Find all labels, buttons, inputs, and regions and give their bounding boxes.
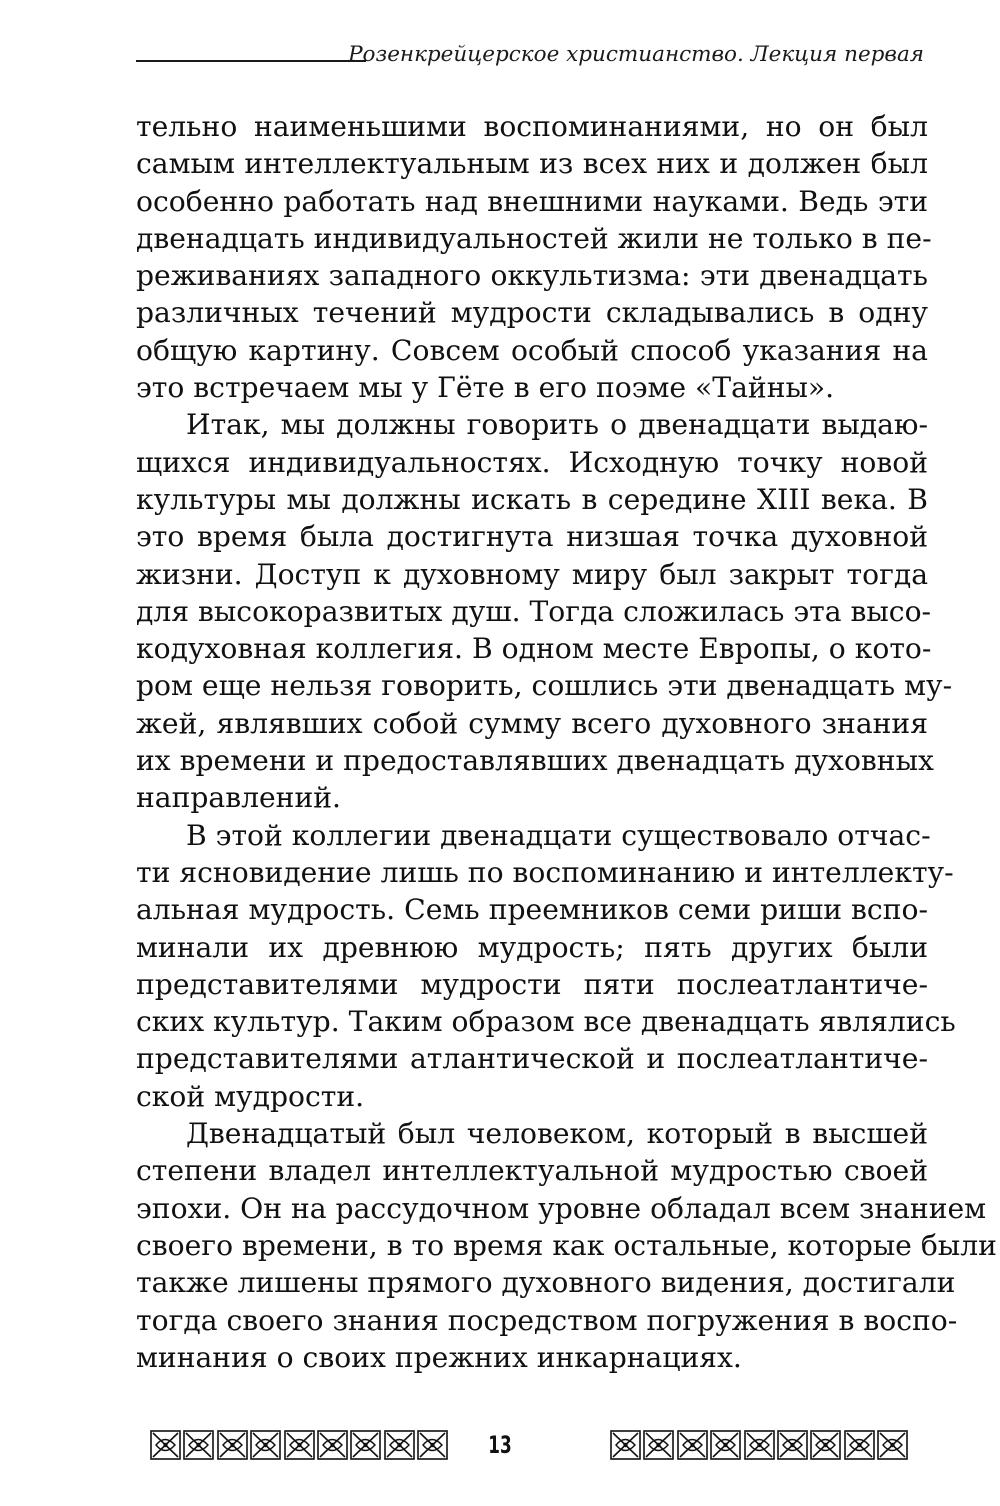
text-line: ских культур. Таким образом все двенадцать являлись <box>136 1005 956 1039</box>
celtic-knot-ornament-icon <box>417 1430 448 1460</box>
running-title: Розенкрейцерское христианство. Лекция первая <box>348 42 924 67</box>
text-line: их времени и предоставлявших двенадцать духовных <box>136 744 934 778</box>
text-line: также лишены прямого духовного видения, достигали <box>136 1266 956 1300</box>
text-line: это встречаем мы у Гёте в его поэме «Тайны». <box>136 371 835 405</box>
header-rule <box>136 60 366 62</box>
text-line: различных течений мудрости складывались в одну <box>136 296 928 330</box>
celtic-knot-ornament-icon <box>810 1430 841 1460</box>
text-line: кодуховная коллегия. В одном месте Европы, о кото- <box>136 632 932 666</box>
text-line: степени владел интеллектуальной мудростью своей <box>136 1154 928 1188</box>
celtic-knot-ornament-icon <box>183 1430 214 1460</box>
text-line: особенно работать над внешними науками. Ведь эти <box>136 184 928 218</box>
celtic-knot-ornament-icon <box>710 1430 741 1460</box>
celtic-knot-ornament-icon <box>250 1430 281 1460</box>
text-line: жей, являвших собой сумму всего духовного знания <box>136 706 928 740</box>
celtic-knot-ornament-icon <box>877 1430 908 1460</box>
text-line: реживаниях западного оккультизма: эти двенадцать <box>136 259 928 293</box>
celtic-knot-ornament-icon <box>284 1430 315 1460</box>
celtic-knot-ornament-icon <box>350 1430 381 1460</box>
celtic-knot-ornament-icon <box>317 1430 348 1460</box>
celtic-knot-ornament-icon <box>643 1430 674 1460</box>
page-number: 13 <box>488 1431 512 1459</box>
text-line: Итак, мы должны говорить о двенадцати выдаю- <box>186 408 928 442</box>
text-line: альная мудрость. Семь преемников семи риши вспо- <box>136 893 928 927</box>
text-line: ской мудрости. <box>136 1079 365 1113</box>
text-line: ти ясновидение лишь по воспоминанию и интеллекту- <box>136 855 954 889</box>
text-line: жизни. Доступ к духовному миру был закрыт тогда <box>136 557 928 591</box>
body-text <box>136 108 997 1376</box>
text-line: самым интеллектуальным из всех них и должен был <box>136 147 928 181</box>
text-line: для высокоразвитых душ. Тогда сложилась эта высо- <box>136 594 932 628</box>
text-line: минали их древнюю мудрость; пять других были <box>136 930 928 964</box>
celtic-knot-ornament-icon <box>610 1430 641 1460</box>
celtic-knot-ornament-icon <box>150 1430 181 1460</box>
text-line: Двенадцатый был человеком, который в высшей <box>186 1117 928 1151</box>
text-line: общую картину. Совсем особый способ указания на <box>136 333 928 367</box>
footer-ornament-left <box>150 1430 448 1460</box>
text-line: ром еще нельзя говорить, сошлись эти двенадцать му- <box>136 669 953 703</box>
text-line: представителями атлантической и послеатлантиче- <box>136 1042 928 1076</box>
text-line: минания о своих прежних инкарнациях. <box>136 1340 742 1374</box>
celtic-knot-ornament-icon <box>384 1430 415 1460</box>
text-line: двенадцать индивидуальностей жили не только в пе- <box>136 221 932 255</box>
footer-ornament-right <box>610 1430 908 1460</box>
celtic-knot-ornament-icon <box>677 1430 708 1460</box>
text-line: это время была достигнута низшая точка духовной <box>136 520 928 554</box>
text-line: щихся индивидуальностях. Исходную точку новой <box>136 445 928 479</box>
text-line: направлений. <box>136 781 342 815</box>
text-line: тогда своего знания посредством погружения в воспо- <box>136 1303 958 1337</box>
text-line: культуры мы должны искать в середине XIII века. В <box>136 482 928 516</box>
text-line: своего времени, в то время как остальные, которые были <box>136 1228 997 1262</box>
text-line: В этой коллегии двенадцати существовало отчас- <box>186 818 931 852</box>
text-line: тельно наименьшими воспоминаниями, но он был <box>136 110 928 143</box>
text-line: представителями мудрости пяти послеатлантиче- <box>136 967 928 1001</box>
celtic-knot-ornament-icon <box>217 1430 248 1460</box>
celtic-knot-ornament-icon <box>744 1430 775 1460</box>
celtic-knot-ornament-icon <box>844 1430 875 1460</box>
text-line: эпохи. Он на рассудочном уровне обладал всем знанием <box>136 1191 987 1225</box>
celtic-knot-ornament-icon <box>777 1430 808 1460</box>
